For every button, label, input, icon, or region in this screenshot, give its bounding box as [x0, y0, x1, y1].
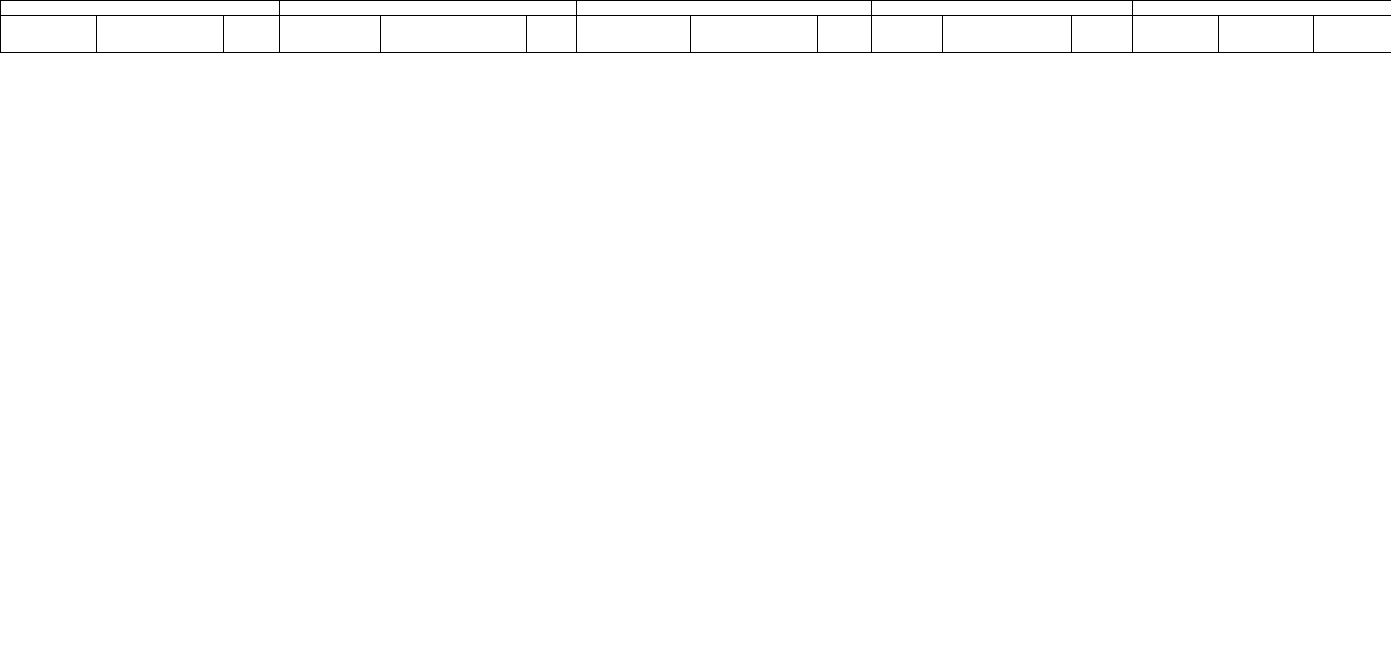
day-date-header [280, 1, 577, 16]
item-column-header [691, 16, 818, 53]
weight-column-header [1072, 16, 1133, 53]
day-date-header [1133, 1, 1391, 16]
day-date-header [577, 1, 872, 16]
weight-column-header [527, 16, 577, 53]
item-column-header [97, 16, 224, 53]
item-column-header [943, 16, 1072, 53]
dish-column-header [577, 16, 691, 53]
day-date-header [1, 1, 280, 16]
day-date-header [872, 1, 1133, 16]
weight-column-header [224, 16, 280, 53]
dish-column-header [1, 16, 97, 53]
dish-column-header [280, 16, 381, 53]
item-column-header [1219, 16, 1314, 53]
weight-column-header [818, 16, 872, 53]
item-column-header [381, 16, 527, 53]
dish-column-header [872, 16, 943, 53]
weight-column-header [1314, 16, 1391, 53]
dish-column-header [1133, 16, 1219, 53]
